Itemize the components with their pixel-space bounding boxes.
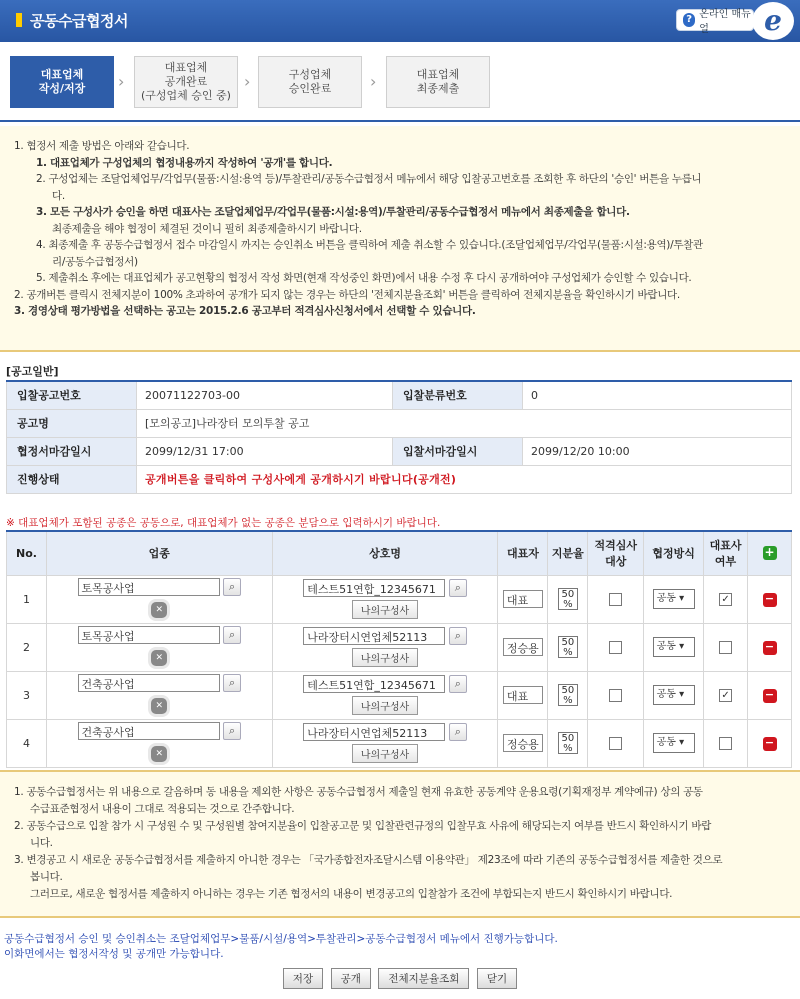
col-no: No.	[7, 531, 47, 575]
instructions-box	[0, 126, 800, 352]
rep-cell	[704, 671, 748, 719]
step-3-line1: 구성업체	[288, 68, 332, 81]
clear-icon[interactable]: ✕	[148, 743, 170, 765]
method-value: 공동	[656, 689, 676, 700]
delete-cell	[748, 719, 792, 767]
delete-row-icon[interactable]: −	[763, 593, 777, 607]
method-value: 공동	[656, 593, 676, 604]
col-rep-line1: 대표사	[709, 539, 742, 553]
col-rep	[704, 531, 748, 575]
share-value: 50	[561, 685, 575, 696]
qualification-checkbox[interactable]	[609, 689, 622, 702]
action-buttons	[0, 968, 800, 989]
share-cell	[548, 719, 588, 767]
share-unit: %	[563, 647, 573, 658]
bottom-notes-box	[0, 770, 800, 918]
industry-cell	[46, 623, 272, 671]
bid-deadline-label: 입찰서마감일시	[393, 437, 523, 465]
search-icon[interactable]: ⌕	[223, 674, 241, 692]
delete-cell	[748, 623, 792, 671]
progress-steps	[0, 42, 800, 122]
qualification-cell	[588, 671, 644, 719]
qualification-cell	[588, 575, 644, 623]
close-button[interactable]: 닫기	[477, 968, 517, 989]
footer-note-line: 이화면에서는 협정서작성 및 공개만 가능합니다.	[4, 948, 224, 960]
method-value: 공동	[656, 737, 676, 748]
bottom-note-line: 수급표준협정서 내용이 그대로 적용되는 것으로 간주합니다.	[30, 803, 295, 815]
ceo-input[interactable]: 정승용	[503, 734, 543, 752]
members-table	[6, 530, 792, 768]
bid-deadline-value: 2099/12/20 10:00	[523, 437, 792, 465]
search-icon[interactable]: ⌕	[449, 627, 467, 645]
company-input[interactable]: 테스트51연합_12345671	[303, 579, 445, 597]
share-cell	[548, 623, 588, 671]
rep-checkbox[interactable]: ✓	[719, 689, 732, 702]
publish-button[interactable]: 공개	[331, 968, 371, 989]
company-cell	[272, 623, 498, 671]
title-value: [모의공고]나라장터 모의투찰 공고	[137, 409, 792, 437]
share-value: 50	[561, 733, 575, 744]
industry-input[interactable]: 토목공사업	[78, 578, 220, 596]
share-input[interactable]	[558, 636, 578, 658]
step-1-line2: 작성/저장	[38, 82, 86, 95]
rep-checkbox[interactable]	[719, 737, 732, 750]
ceo-input[interactable]: 대표	[503, 590, 543, 608]
search-icon[interactable]: ⌕	[223, 626, 241, 644]
footer-note	[4, 932, 558, 962]
row-no: 2	[7, 623, 47, 671]
notice-info-table	[6, 380, 792, 494]
col-qualification	[588, 531, 644, 575]
deadline-label: 협정서마감일시	[7, 437, 137, 465]
qualification-checkbox[interactable]	[609, 593, 622, 606]
delete-row-icon[interactable]: −	[763, 689, 777, 703]
table-row	[7, 623, 792, 671]
header-bar	[0, 0, 800, 42]
search-icon[interactable]: ⌕	[223, 722, 241, 740]
ceo-cell	[498, 575, 548, 623]
input-note: ※ 대표업체가 포함된 공종은 공동으로, 대표업체가 없는 공종은 분담으로 입력하시기 바랍니다.	[6, 517, 441, 529]
method-select[interactable]: 공동 ▾	[653, 589, 695, 609]
instruction-line: 3. 모든 구성사가 승인을 하면 대표사는 조달업체업무/각업무(물품:시설:용역)/투찰관리/공동수급협정서 메뉴에서 최종제출을 합니다.	[36, 206, 630, 218]
col-method: 협정방식	[644, 531, 704, 575]
chevron-right-icon: ›	[244, 72, 251, 91]
search-icon[interactable]: ⌕	[449, 723, 467, 741]
step-2	[134, 56, 238, 108]
my-member-button[interactable]: 나의구성사	[352, 600, 418, 619]
bid-class-label: 입찰분류번호	[393, 381, 523, 409]
bottom-note-line: 니다.	[30, 837, 53, 849]
delete-row-icon[interactable]: −	[763, 641, 777, 655]
bottom-note-line: 3. 변경공고 시 새로운 공동수급협정서를 제출하지 아니한 경우는 「국가종합전자조달시스템 이용약관」 제23조에 따라 기존의 공동수급협정서를 제출한 것으로	[14, 854, 723, 866]
row-no: 1	[7, 575, 47, 623]
my-member-button[interactable]: 나의구성사	[352, 648, 418, 667]
share-value: 50	[561, 589, 575, 600]
add-row-icon[interactable]: +	[764, 545, 775, 560]
share-unit: %	[563, 695, 573, 706]
ceo-input[interactable]: 정승용	[503, 638, 543, 656]
col-company: 상호명	[272, 531, 498, 575]
instruction-line: 5. 제출취소 후에는 대표업체가 공고현황의 협정서 작성 화면(현재 작성중인 화면)에서 내용 수정 후 다시 공개하여야 구성업체가 승인할 수 있습니다.	[36, 272, 692, 284]
share-view-button[interactable]: 전체지분율조회	[378, 968, 469, 989]
delete-cell	[748, 575, 792, 623]
method-cell	[644, 623, 704, 671]
step-1	[10, 56, 114, 108]
section-title: [공고일반]	[6, 365, 59, 378]
search-icon[interactable]: ⌕	[223, 578, 241, 596]
step-3	[258, 56, 362, 108]
industry-input[interactable]: 토목공사업	[78, 626, 220, 644]
share-input[interactable]	[558, 732, 578, 754]
ceo-cell	[498, 719, 548, 767]
step-3-line2: 승인완료	[288, 82, 332, 95]
col-qualification-line1: 적격심사	[594, 539, 637, 553]
industry-cell	[46, 575, 272, 623]
rep-checkbox[interactable]	[719, 641, 732, 654]
bottom-note-line: 봅니다.	[30, 871, 63, 883]
instruction-line: 1. 협정서 제출 방법은 아래와 같습니다.	[14, 140, 190, 152]
col-add	[748, 531, 792, 575]
bid-class-value: 0	[523, 381, 792, 409]
method-cell	[644, 671, 704, 719]
col-industry: 업종	[46, 531, 272, 575]
company-input[interactable]: 나라장터시연업체52113	[303, 723, 445, 741]
company-cell	[272, 719, 498, 767]
method-select[interactable]: 공동 ▾	[653, 637, 695, 657]
company-input[interactable]: 테스트51연합_12345671	[303, 675, 445, 693]
method-cell	[644, 575, 704, 623]
row-no: 4	[7, 719, 47, 767]
industry-cell	[46, 671, 272, 719]
bid-no-label: 입찰공고번호	[7, 381, 137, 409]
title-label: 공고명	[7, 409, 137, 437]
chevron-right-icon: ›	[118, 72, 125, 91]
col-share: 지분율	[548, 531, 588, 575]
ceo-cell	[498, 623, 548, 671]
my-member-button[interactable]: 나의구성사	[352, 744, 418, 763]
share-unit: %	[563, 599, 573, 610]
delete-row-icon[interactable]: −	[763, 737, 777, 751]
share-unit: %	[563, 743, 573, 754]
instruction-line: 다.	[52, 189, 65, 202]
status-label: 진행상태	[7, 465, 137, 493]
chevron-right-icon: ›	[370, 72, 377, 91]
instruction-line: 리/공동수급협정서)	[52, 255, 138, 268]
instruction-line: 2. 공개버튼 클릭시 전체지분이 100% 초과하여 공개가 되지 않는 경우는 하단의 '전체지분율조회' 버튼을 클릭하여 전체지분율을 확인하시기 바랍니다.	[14, 288, 680, 301]
instruction-line: 3. 경영상태 평가방법을 선택하는 공고는 2015.2.6 공고부터 적격심사신청서에서 선택할 수 있습니다.	[14, 305, 476, 317]
ceo-cell	[498, 671, 548, 719]
share-cell	[548, 575, 588, 623]
page-title: 공동수급협정서	[30, 12, 128, 30]
row-no: 3	[7, 671, 47, 719]
instruction-line: 1. 대표업체가 구성업체의 협정내용까지 작성하여 '공개'를 합니다.	[36, 156, 333, 169]
step-2-line2: 공개완료	[164, 75, 208, 88]
online-manual-label: 온라인 매뉴얼	[699, 9, 751, 35]
instruction-line: 2. 구성업체는 조달업체업무/각업무(물품:시설:용역 등)/투찰관리/공동수급협정서 메뉴에서 해당 입찰공고번호를 조회한 후 하단의 '승인' 버튼을 누릅니	[36, 173, 702, 185]
industry-input[interactable]: 건축공사업	[78, 722, 220, 740]
col-rep-line2: 여부	[714, 555, 737, 569]
table-row	[7, 671, 792, 719]
industry-input[interactable]: 건축공사업	[78, 674, 220, 692]
deadline-value: 2099/12/31 17:00	[137, 437, 393, 465]
search-icon[interactable]: ⌕	[449, 579, 467, 597]
clear-icon[interactable]: ✕	[148, 647, 170, 669]
industry-cell	[46, 719, 272, 767]
step-2-line1: 대표업체	[164, 61, 208, 74]
col-qualification-line2: 대상	[605, 555, 627, 569]
bottom-note-line: 1. 공동수급협정서는 위 내용으로 갈음하며 동 내용을 제외한 사항은 공동수급협정서 제출일 현재 유효한 공동계약 운용요령(기획재정부 계약예규) 상의 공동	[14, 786, 703, 798]
logo-icon: e	[752, 2, 794, 40]
step-2-line3: (구성업체 승인 중)	[141, 89, 231, 102]
table-header-row	[7, 531, 792, 575]
instruction-line: 4. 최종제출 후 공동수급협정서 접수 마감일시 까지는 승인취소 버튼을 클릭하여 제출 취소할 수 있습니다.(조달업체업무/각업무(물품:시설:용역)/투찰관	[36, 239, 703, 251]
step-4-line2: 최종제출	[416, 82, 460, 95]
my-member-button[interactable]: 나의구성사	[352, 696, 418, 715]
qualification-cell	[588, 623, 644, 671]
status-value: 공개버튼을 클릭하여 구성사에게 공개하시기 바랍니다(공개전)	[137, 465, 792, 493]
method-cell	[644, 719, 704, 767]
bottom-note-line: 2. 공동수급으로 입찰 참가 시 구성원 수 및 구성원별 참여지분율이 입찰공고문 및 입찰관련규정의 입찰무효 사유에 해당되는지 여부를 반드시 확인하시기 바랍	[14, 820, 712, 832]
delete-cell	[748, 671, 792, 719]
qualification-cell	[588, 719, 644, 767]
ceo-input[interactable]: 대표	[503, 686, 543, 704]
step-1-line1: 대표업체	[40, 68, 84, 81]
col-ceo: 대표자	[498, 531, 548, 575]
clear-icon[interactable]: ✕	[148, 599, 170, 621]
bottom-note-line: 그러므로, 새로운 협정서를 제출하지 아니하는 경우는 기존 협정서의 내용이 변경공고의 입찰참가 조건에 부합되는지 반드시 확인하시기 바랍니다.	[30, 888, 673, 900]
clear-icon[interactable]: ✕	[148, 695, 170, 717]
company-cell	[272, 671, 498, 719]
instruction-line: 최종제출을 해야 협정이 체결된 것이니 필히 최종제출하시기 바랍니다.	[52, 222, 362, 235]
rep-cell	[704, 719, 748, 767]
step-4	[386, 56, 490, 108]
footer-note-line: 공동수급협정서 승인 및 승인취소는 조달업체업무>물품/시설/용역>투찰관리>공동수급협정서 메뉴에서 진행가능합니다.	[4, 933, 558, 945]
rep-cell	[704, 623, 748, 671]
company-cell	[272, 575, 498, 623]
bid-no-value: 20071122703-00	[137, 381, 393, 409]
company-input[interactable]: 나라장터시연업체52113	[303, 627, 445, 645]
save-button[interactable]: 저장	[283, 968, 323, 989]
online-manual-button[interactable]	[676, 9, 754, 35]
method-value: 공동	[656, 641, 676, 652]
qualification-checkbox[interactable]	[609, 641, 622, 654]
rep-cell	[704, 575, 748, 623]
qualification-checkbox[interactable]	[609, 737, 622, 750]
share-input[interactable]	[558, 684, 578, 706]
share-cell	[548, 671, 588, 719]
table-row	[7, 575, 792, 623]
share-value: 50	[561, 637, 575, 648]
step-4-line1: 대표업체	[416, 68, 460, 81]
title-bullet	[16, 13, 22, 27]
share-input[interactable]	[558, 588, 578, 610]
search-icon[interactable]: ⌕	[449, 675, 467, 693]
method-select[interactable]: 공동 ▾	[653, 685, 695, 705]
table-row	[7, 719, 792, 767]
rep-checkbox[interactable]: ✓	[719, 593, 732, 606]
help-icon: ?	[683, 13, 695, 27]
method-select[interactable]: 공동 ▾	[653, 733, 695, 753]
